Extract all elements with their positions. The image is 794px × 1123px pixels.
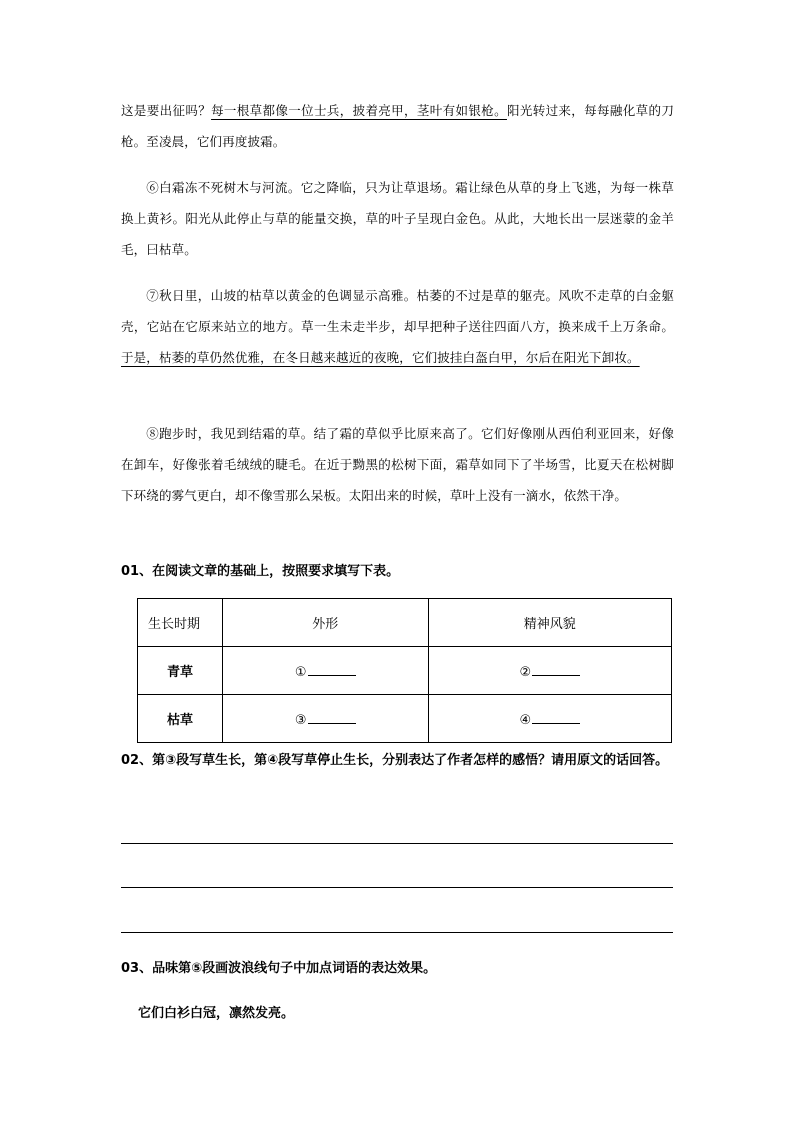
- p7-underlined-sentence: 于是，枯萎的草仍然优雅，在冬日越来越近的夜晚，它们披挂白盔白甲，尔后在阳光下卸妆。: [121, 350, 640, 365]
- fill-blank-4[interactable]: [428, 695, 671, 743]
- paragraph-5-tail: [121, 95, 674, 157]
- p6-text: ⑥白霜冻不死树木与河流。它之降临，只为让草退场。霜让绿色从草的身上飞逃，为每一株草换上黄衫。阳光从此停止与草的能量交换，草的叶子呈现白金色。从此，大地长出一层迷蒙的金羊毛，曰枯草。: [121, 180, 674, 257]
- answer-line-3[interactable]: [121, 932, 673, 933]
- blank-number: ②: [519, 664, 532, 680]
- table-row: [138, 647, 672, 695]
- fill-blank-3[interactable]: [222, 695, 428, 743]
- table-header-period: 生长时期: [138, 599, 223, 647]
- answer-line-1[interactable]: [121, 843, 673, 844]
- table-header-row: [138, 599, 672, 647]
- blank-number: ③: [294, 712, 307, 728]
- table-row-label: 青草: [138, 647, 223, 695]
- question-1: 01、在阅读文章的基础上，按照要求填写下表。: [121, 564, 400, 579]
- blank-number: ④: [519, 712, 532, 728]
- paragraph-7: [121, 280, 674, 373]
- paragraph-8: [121, 418, 674, 511]
- table-header-appearance: 外形: [222, 599, 428, 647]
- blank-line: [532, 662, 580, 676]
- fill-blank-1[interactable]: [222, 647, 428, 695]
- table-row-label: 枯草: [138, 695, 223, 743]
- table-header-spirit: 精神风貌: [428, 599, 671, 647]
- table-row: [138, 695, 672, 743]
- p5-underlined-sentence: 每一根草都像一位士兵，披着亮甲，茎叶有如银枪。: [211, 103, 507, 118]
- p5-pre-text: 这是要出征吗？: [121, 103, 212, 118]
- fill-blank-2[interactable]: [428, 647, 671, 695]
- question-2: 02、第③段写草生长，第④段写草停止生长，分别表达了作者怎样的感悟？请用原文的话回答。: [121, 753, 669, 768]
- blank-line: [308, 710, 356, 724]
- question-3-quote: 它们白衫白冠，凛然发亮。: [138, 1006, 295, 1021]
- growth-table: [137, 598, 672, 743]
- blank-number: ①: [294, 664, 307, 680]
- paragraph-6: [121, 172, 674, 265]
- blank-line: [308, 662, 356, 676]
- question-3: 03、品味第⑤段画波浪线句子中加点词语的表达效果。: [121, 961, 437, 976]
- p8-text: ⑧跑步时，我见到结霜的草。结了霜的草似乎比原来高了。它们好像刚从西伯利亚回来，好像在卸车，好像张着毛绒绒的睫毛。在近于黝黑的松树下面，霜草如同下了半场雪，比夏天在松树脚下环绕的雾气更白，却不像雪那么呆板。太阳出来的时候，草叶上没有一滴水，依然干净。: [121, 426, 674, 503]
- blank-line: [532, 710, 580, 724]
- answer-line-2[interactable]: [121, 887, 673, 888]
- p7-text: ⑦秋日里，山坡的枯草以黄金的色调显示高雅。枯萎的不过是草的躯壳。风吹不走草的白金躯壳，它站在它原来站立的地方。草一生未走半步，却早把种子送往四面八方，换来成千上万条命。: [121, 288, 674, 334]
- p5-post-text: 阳光转过来，每每融化草的刀枪。至凌晨，它们再度披霜。: [121, 103, 674, 149]
